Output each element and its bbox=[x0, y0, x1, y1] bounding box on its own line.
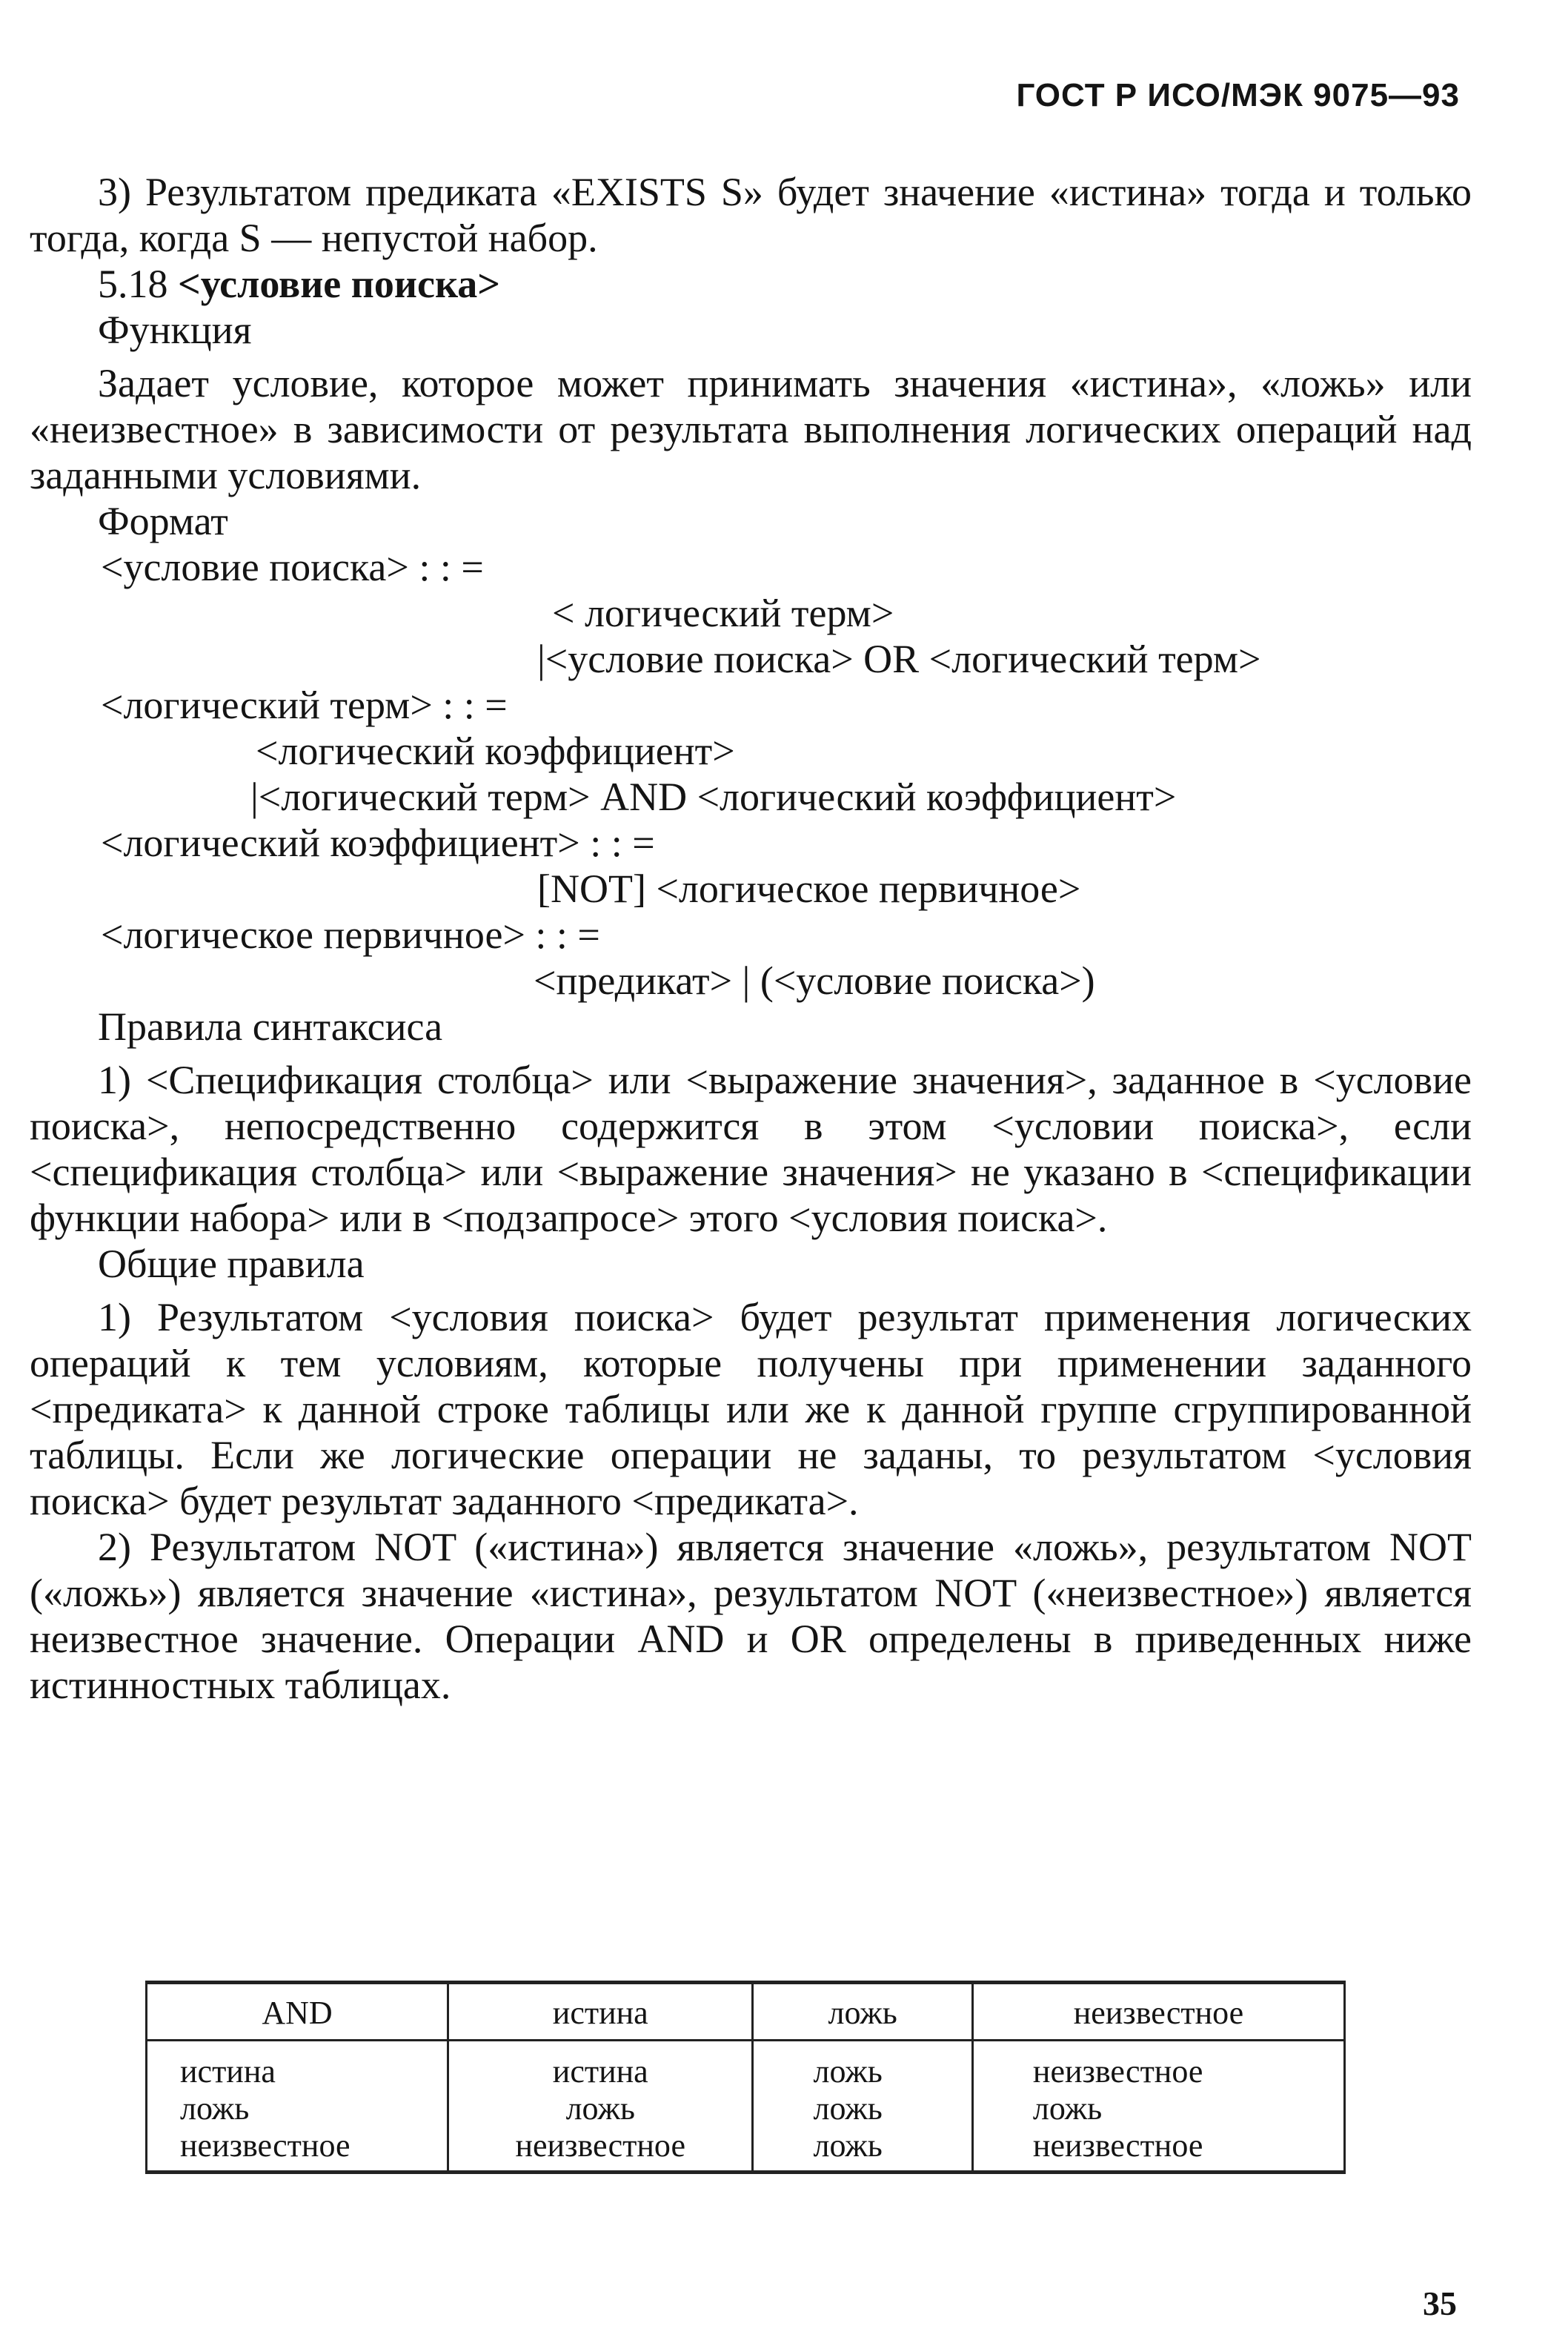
general-rule-1: 1) Результатом <условия поиска> будет результат применения логических операций к тем условиям, которые получены при применении заданного <предиката> к данной строке таблицы или же к данной группе сгруппированной таблицы. Если же логические операции не заданы, то результатом <условия поиска> будет результат заданного <предиката>. bbox=[30, 1295, 1472, 1523]
format-line: <предикат> | (<условие поиска>) bbox=[534, 958, 1095, 1003]
table-cell-value: истина bbox=[552, 2053, 648, 2090]
table-cell-value: неизвестное bbox=[1032, 2053, 1203, 2090]
and-truth-table bbox=[145, 1981, 1346, 2174]
format-line: <условие поиска> : : = bbox=[101, 545, 484, 589]
intro-rule: 3) Результатом предиката «EXISTS S» будет значение «истина» тогда и только тогда, когда S — непустой набор. bbox=[30, 170, 1472, 260]
table-cell-value: ложь bbox=[813, 2090, 883, 2127]
format-line: <логический терм> : : = bbox=[101, 683, 508, 727]
general-rule-2: 2) Результатом NOT («истина») является значение «ложь», результатом NOT («ложь») является значение «истина», результатом NOT («неизвестное») является неизвестное значение. Операции AND и OR определены в приведенных ниже истинностных таблицах. bbox=[30, 1525, 1472, 1707]
table-cell-value: ложь bbox=[1032, 2090, 1103, 2127]
table-header-cell: ложь bbox=[753, 1983, 972, 2041]
table-cell bbox=[147, 2041, 448, 2173]
body-text bbox=[30, 169, 1472, 1708]
section-title: <условие поиска> bbox=[178, 262, 501, 306]
format-line: <логическое первичное> : : = bbox=[101, 912, 600, 957]
table-header-cell: AND bbox=[147, 1983, 448, 2041]
table-cell-value: ложь bbox=[180, 2090, 250, 2127]
format-line: |<логический терм> AND <логический коэффициент> bbox=[250, 775, 1177, 819]
function-text: Задает условие, которое может принимать значения «истина», «ложь» или «неизвестное» в зависимости от результата выполнения логических операций над заданными условиями. bbox=[30, 361, 1472, 497]
table-cell-value: неизвестное bbox=[180, 2127, 351, 2164]
running-header: ГОСТ Р ИСО/МЭК 9075—93 bbox=[1016, 77, 1460, 113]
format-line: [NOT] <логическое первичное> bbox=[537, 867, 1081, 911]
format-line: |<условие поиска> OR <логический терм> bbox=[537, 637, 1261, 681]
format-heading: Формат bbox=[98, 499, 228, 543]
general-heading: Общие правила bbox=[98, 1242, 365, 1286]
table-cell-value: неизвестное bbox=[1032, 2127, 1203, 2164]
format-line: < логический терм> bbox=[552, 591, 894, 635]
syntax-rule-1: 1) <Спецификация столбца> или <выражение значения>, заданное в <условие поиска>, непосредственно содержится в этом <условии поиска>, если <спецификация столбца> или <выражение значения> не указано в <спецификации функции набора> или в <подзапросе> этого <условия поиска>. bbox=[30, 1058, 1472, 1240]
table-cell bbox=[972, 2041, 1344, 2173]
format-line: <логический коэффициент> : : = bbox=[101, 821, 655, 865]
table-cell-value: ложь bbox=[565, 2090, 635, 2127]
table-cell-value: неизвестное bbox=[515, 2127, 685, 2164]
table-cell-value: ложь bbox=[813, 2053, 883, 2090]
table-header-cell: истина bbox=[448, 1983, 753, 2041]
table-cell-value: ложь bbox=[813, 2127, 883, 2164]
syntax-heading: Правила синтаксиса bbox=[98, 1004, 443, 1049]
table-header-row bbox=[147, 1983, 1345, 2041]
table-cell bbox=[753, 2041, 972, 2173]
format-line: <логический коэффициент> bbox=[256, 729, 735, 773]
section-number: 5.18 bbox=[98, 262, 168, 306]
table-cell-value: истина bbox=[180, 2053, 276, 2090]
table-cell bbox=[448, 2041, 753, 2173]
function-heading: Функция bbox=[98, 308, 252, 352]
table-row bbox=[147, 2041, 1345, 2173]
table-header-cell: неизвестное bbox=[972, 1983, 1344, 2041]
page-number: 35 bbox=[1423, 2284, 1457, 2322]
section-heading bbox=[30, 261, 1472, 307]
